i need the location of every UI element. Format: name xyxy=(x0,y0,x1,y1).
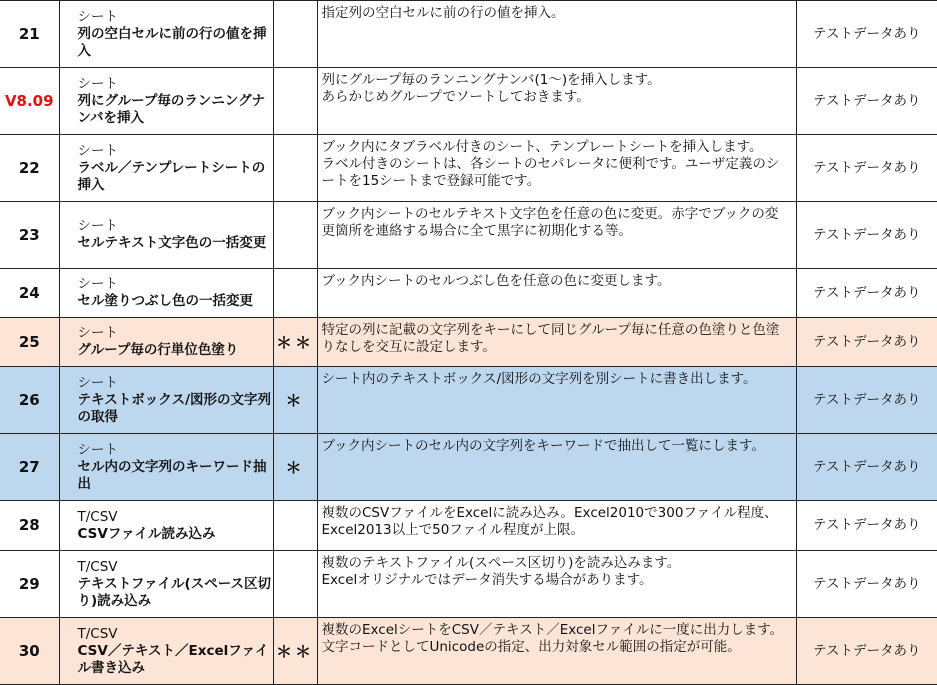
feature-category: シート xyxy=(77,142,118,159)
feature-name-cell xyxy=(59,269,273,318)
test-data-note: テストデータあり xyxy=(796,501,937,551)
test-data-note: テストデータあり xyxy=(796,1,937,68)
feature-description: シート内のテキストボックス/図形の文字列を別シートに書き出します。 xyxy=(317,367,796,434)
feature-category: シート xyxy=(77,325,118,341)
version-number: V8.09 xyxy=(0,68,59,135)
table-row xyxy=(0,269,937,318)
row-number: 22 xyxy=(0,135,59,202)
feature-category: シート xyxy=(77,374,118,391)
importance-mark xyxy=(273,135,317,202)
test-data-note: テストデータあり xyxy=(796,68,937,135)
feature-name-cell xyxy=(59,551,273,618)
feature-name-cell xyxy=(59,367,273,434)
feature-description: 指定列の空白セルに前の行の値を挿入。 xyxy=(317,1,796,68)
table-row xyxy=(0,318,937,367)
feature-title: テキストボックス/図形の文字列の取得 xyxy=(77,391,272,425)
row-number: 27 xyxy=(0,434,59,501)
feature-title: セルテキスト文字色の一括変更 xyxy=(77,235,267,251)
test-data-note: テストデータあり xyxy=(796,135,937,202)
feature-name-cell xyxy=(59,434,273,501)
table-row xyxy=(0,202,937,269)
feature-name-cell xyxy=(59,618,273,685)
table-row xyxy=(0,551,937,618)
feature-table-body xyxy=(0,1,937,685)
feature-title: CSV／テキスト／Excelファイル書き込み xyxy=(77,642,269,676)
feature-name-cell xyxy=(59,1,273,68)
importance-mark: ＊ xyxy=(273,434,317,501)
test-data-note: テストデータあり xyxy=(796,551,937,618)
feature-category: シート xyxy=(77,75,118,92)
feature-category: T/CSV xyxy=(77,625,118,642)
row-number: 21 xyxy=(0,1,59,68)
feature-title: グループ毎の行単位色塗り xyxy=(77,342,239,358)
feature-name-cell xyxy=(59,202,273,269)
table-row xyxy=(0,367,937,434)
table-row xyxy=(0,68,937,135)
importance-mark xyxy=(273,501,317,551)
test-data-note: テストデータあり xyxy=(796,367,937,434)
feature-title: セル内の文字列のキーワード抽出 xyxy=(77,458,267,492)
feature-description: 複数のCSVファイルをExcelに読み込み。Excel2010で300ファイル程度、Excel2013以上で50ファイル程度が上限。 xyxy=(317,501,796,551)
feature-category: T/CSV xyxy=(77,508,118,525)
feature-description: 複数のテキストファイル(スペース区切り)を読み込みます。 Excelオリジナルではデータ消失する場合があります。 xyxy=(317,551,796,618)
test-data-note: テストデータあり xyxy=(796,202,937,269)
feature-title: 列の空白セルに前の行の値を挿入 xyxy=(77,25,267,59)
test-data-note: テストデータあり xyxy=(796,434,937,501)
feature-description: ブック内シートのセルテキスト文字色を任意の色に変更。赤字でブックの変更箇所を連絡する場合に全て黒字に初期化する等。 xyxy=(317,202,796,269)
importance-mark: ＊＊ xyxy=(273,618,317,685)
table-row xyxy=(0,618,937,685)
row-number: 23 xyxy=(0,202,59,269)
feature-title: テキストファイル(スペース区切り)読み込み xyxy=(77,575,272,609)
feature-title: 列にグループ毎のランニングナンバを挿入 xyxy=(77,92,266,126)
row-number: 24 xyxy=(0,269,59,318)
feature-name-cell xyxy=(59,501,273,551)
feature-name-cell xyxy=(59,318,273,367)
importance-mark xyxy=(273,202,317,269)
feature-description: ブック内にタブラベル付きのシート、テンプレートシートを挿入します。 ラベル付きのシートは、各シートのセパレータに便利です。ユーザ定義のシートを15シートまで登録可能です。 xyxy=(317,135,796,202)
feature-category: シート xyxy=(77,8,118,25)
feature-category: シート xyxy=(77,441,118,458)
importance-mark xyxy=(273,68,317,135)
feature-name-cell xyxy=(59,68,273,135)
feature-name-cell xyxy=(59,135,273,202)
row-number: 28 xyxy=(0,501,59,551)
row-number: 25 xyxy=(0,318,59,367)
feature-description: 特定の列に記載の文字列をキーにして同じグループ毎に任意の色塗りと色塗りなしを交互に設定します。 xyxy=(317,318,796,367)
feature-category: シート xyxy=(77,276,118,292)
feature-description: ブック内シートのセル内の文字列をキーワードで抽出して一覧にします。 xyxy=(317,434,796,501)
test-data-note: テストデータあり xyxy=(796,318,937,367)
importance-mark xyxy=(273,1,317,68)
importance-mark xyxy=(273,269,317,318)
feature-description: ブック内シートのセルつぶし色を任意の色に変更します。 xyxy=(317,269,796,318)
row-number: 30 xyxy=(0,618,59,685)
row-number: 29 xyxy=(0,551,59,618)
feature-category: シート xyxy=(77,218,118,234)
table-row xyxy=(0,1,937,68)
feature-description: 列にグループ毎のランニングナンバ(1～)を挿入します。 あらかじめグループでソートしておきます。 xyxy=(317,68,796,135)
feature-title: ラベル／テンプレートシートの挿入 xyxy=(77,159,266,193)
row-number: 26 xyxy=(0,367,59,434)
test-data-note: テストデータあり xyxy=(796,618,937,685)
feature-title: セル塗りつぶし色の一括変更 xyxy=(77,293,253,309)
importance-mark: ＊＊ xyxy=(273,318,317,367)
importance-mark: ＊ xyxy=(273,367,317,434)
table-row xyxy=(0,434,937,501)
table-row xyxy=(0,135,937,202)
feature-title: CSVファイル読み込み xyxy=(77,525,216,542)
feature-description: 複数のExcelシートをCSV／テキスト／Excelファイルに一度に出力します。文字コードとしてUnicodeの指定、出力対象セル範囲の指定が可能。 xyxy=(317,618,796,685)
test-data-note: テストデータあり xyxy=(796,269,937,318)
table-row xyxy=(0,501,937,551)
feature-category: T/CSV xyxy=(77,558,118,575)
importance-mark xyxy=(273,551,317,618)
